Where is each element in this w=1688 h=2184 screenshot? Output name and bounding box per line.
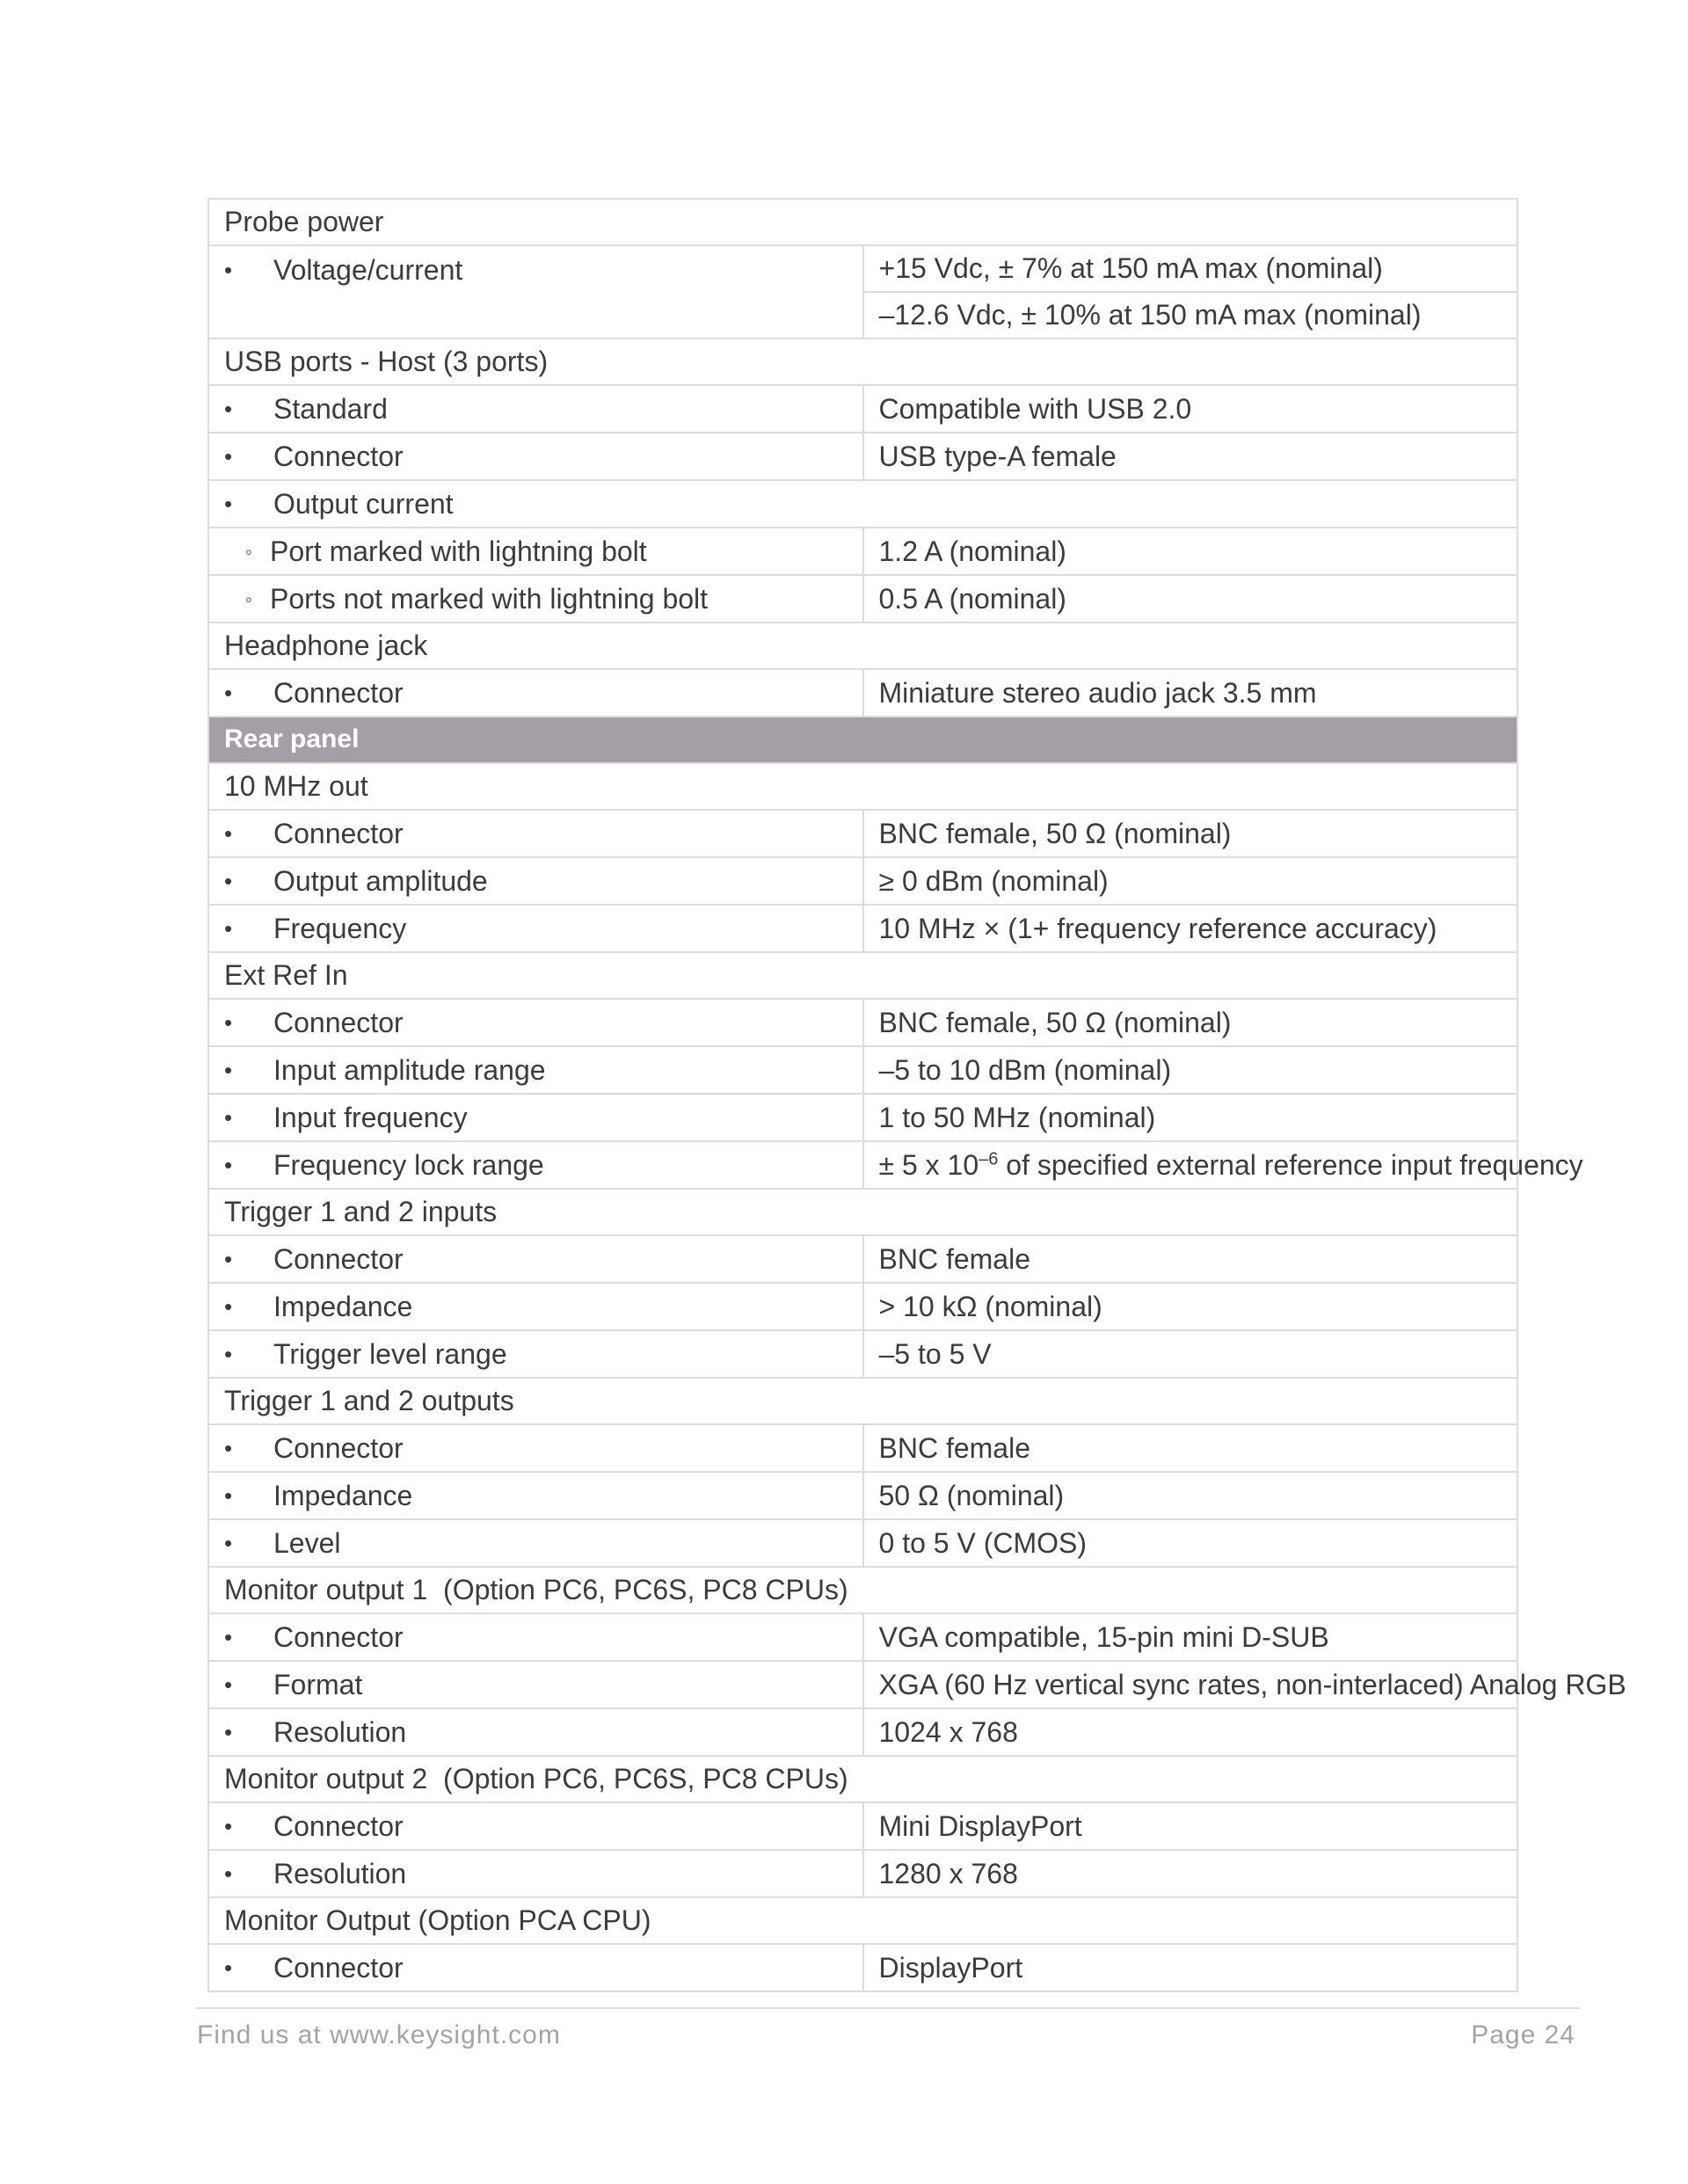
bullet-icon: •	[224, 257, 233, 283]
group-header-monitor-output-pca	[208, 1897, 1517, 1944]
spec-label: Ports not marked with lightning bolt	[270, 582, 709, 615]
spec-label: Impedance	[273, 1479, 413, 1511]
group-header-probe-power	[208, 199, 1517, 245]
group-header-headphone	[208, 622, 1517, 669]
bullet-icon: •	[224, 1954, 233, 1981]
spec-label: Resolution	[273, 1715, 407, 1748]
spec-row-trigger-in-level	[208, 1330, 1517, 1378]
bullet-icon: •	[224, 1860, 233, 1887]
lock-value-prefix: ± 5 x 10	[878, 1148, 979, 1181]
group-header-trigger-outputs	[208, 1378, 1517, 1424]
spec-label: Voltage/current	[273, 254, 463, 286]
lock-value-exponent: –6	[979, 1148, 999, 1168]
spec-value: USB type-A female	[863, 433, 1518, 480]
spec-value: VGA compatible, 15-pin mini D-SUB	[863, 1613, 1518, 1661]
spec-label: Resolution	[273, 1857, 407, 1889]
spec-value: +15 Vdc, ± 7% at 150 mA max (nominal)	[863, 245, 1518, 292]
group-title: Trigger 1 and 2 inputs	[208, 1189, 1517, 1235]
bullet-icon: •	[224, 1671, 233, 1698]
bullet-icon: •	[224, 490, 233, 517]
spec-label: Connector	[273, 1951, 404, 1984]
spec-row-10mhz-amplitude	[208, 857, 1517, 905]
section-header-rear-panel	[208, 717, 1517, 763]
spec-value: Miniature stereo audio jack 3.5 mm	[863, 669, 1518, 717]
spec-row-voltage-current	[208, 245, 1517, 292]
spec-row-monitor-pca-connector	[208, 1944, 1517, 1991]
spec-row-headphone-connector	[208, 669, 1517, 717]
spec-label: Standard	[273, 392, 388, 425]
spec-row-monitor1-format	[208, 1661, 1517, 1708]
spec-value: 1280 x 768	[863, 1850, 1518, 1897]
spec-value: 1024 x 768	[863, 1708, 1518, 1756]
group-title: Trigger 1 and 2 outputs	[208, 1378, 1517, 1424]
group-header-ext-ref-in	[208, 952, 1517, 999]
spec-label: Connector	[273, 1431, 404, 1464]
spec-label: Connector	[273, 1620, 404, 1653]
bullet-icon: •	[224, 1008, 233, 1036]
bullet-icon: •	[224, 914, 233, 942]
spec-row-10mhz-connector	[208, 810, 1517, 857]
spec-label: Input frequency	[273, 1101, 468, 1133]
spec-row-ext-ref-frequency	[208, 1094, 1517, 1141]
spec-value: > 10 kΩ (nominal)	[863, 1283, 1518, 1330]
spec-label: Connector	[273, 1006, 404, 1038]
lock-value-suffix: of specified external reference input frequency	[998, 1148, 1583, 1181]
footer-divider	[195, 2007, 1580, 2009]
bullet-icon: •	[224, 819, 233, 847]
bullet-icon: •	[224, 1812, 233, 1839]
spec-label: Connector	[273, 1809, 404, 1842]
spec-label: Connector	[273, 817, 404, 849]
spec-value: XGA (60 Hz vertical sync rates, non-interlaced) Analog RGB	[863, 1661, 1518, 1708]
bullet-icon: •	[224, 1529, 233, 1556]
group-title: Probe power	[208, 199, 1517, 245]
spec-row-monitor2-resolution	[208, 1850, 1517, 1897]
group-header-monitor-output-2	[208, 1756, 1517, 1802]
group-title: Monitor output 1 (Option PC6, PC6S, PC8 CPUs)	[208, 1567, 1517, 1613]
spec-row-usb-nobolt-port	[208, 575, 1517, 622]
spec-row-monitor2-connector	[208, 1802, 1517, 1850]
spec-value	[863, 1141, 1583, 1189]
section-title: Rear panel	[208, 717, 1517, 763]
spec-row-ext-ref-amplitude	[208, 1046, 1517, 1094]
group-header-10mhz-out	[208, 763, 1517, 810]
spec-row-monitor1-connector	[208, 1613, 1517, 1661]
group-title: USB ports - Host (3 ports)	[208, 339, 1517, 385]
spec-value: BNC female	[863, 1235, 1518, 1283]
spec-value: –12.6 Vdc, ± 10% at 150 mA max (nominal)	[863, 292, 1518, 339]
group-title: Headphone jack	[208, 622, 1517, 669]
spec-value: 0 to 5 V (CMOS)	[863, 1519, 1518, 1567]
spec-value: BNC female, 50 Ω (nominal)	[863, 810, 1518, 857]
group-title: Monitor Output (Option PCA CPU)	[208, 1897, 1517, 1944]
bullet-icon: •	[224, 442, 233, 470]
spec-value: BNC female, 50 Ω (nominal)	[863, 999, 1518, 1046]
footer-website-text: Find us at www.keysight.com	[197, 2020, 561, 2049]
group-header-usb-ports	[208, 339, 1517, 385]
spec-label: Format	[273, 1668, 363, 1700]
bullet-icon: •	[224, 1718, 233, 1745]
bullet-icon: •	[224, 1151, 233, 1178]
spec-label: Trigger level range	[273, 1337, 507, 1370]
bullet-icon: •	[224, 1340, 233, 1367]
spec-value: BNC female	[863, 1424, 1518, 1472]
spec-label: Connector	[273, 440, 404, 472]
spec-row-usb-bolt-port	[208, 528, 1517, 575]
spec-row-trigger-out-level	[208, 1519, 1517, 1567]
spec-value: 0.5 A (nominal)	[863, 575, 1518, 622]
spec-label: Frequency lock range	[273, 1148, 544, 1181]
spec-row-trigger-in-connector	[208, 1235, 1517, 1283]
spec-label: Output current	[273, 487, 454, 520]
spec-value: 1 to 50 MHz (nominal)	[863, 1094, 1518, 1141]
spec-row-usb-standard	[208, 385, 1517, 433]
spec-value: 50 Ω (nominal)	[863, 1472, 1518, 1519]
page-number: Page 24	[1471, 2020, 1575, 2049]
spec-row-usb-output-current	[208, 480, 1517, 528]
spec-label: Impedance	[273, 1290, 413, 1322]
group-header-monitor-output-1	[208, 1567, 1517, 1613]
spec-value: 10 MHz × (1+ frequency reference accuracy)	[863, 905, 1518, 952]
spec-row-usb-connector	[208, 433, 1517, 480]
spec-value: –5 to 5 V	[863, 1330, 1518, 1378]
spec-value: 1.2 A (nominal)	[863, 528, 1518, 575]
spec-table	[207, 198, 1626, 1992]
spec-label: Connector	[273, 676, 404, 709]
spec-row-monitor1-resolution	[208, 1708, 1517, 1756]
group-header-trigger-inputs	[208, 1189, 1517, 1235]
sub-bullet-icon: ◦	[245, 540, 252, 563]
spec-label: Frequency	[273, 912, 407, 944]
bullet-icon: •	[224, 1056, 233, 1083]
spec-row-10mhz-frequency	[208, 905, 1517, 952]
spec-value: –5 to 10 dBm (nominal)	[863, 1046, 1518, 1094]
spec-value: Compatible with USB 2.0	[863, 385, 1518, 433]
spec-row-trigger-in-impedance	[208, 1283, 1517, 1330]
bullet-icon: •	[224, 679, 233, 706]
sub-bullet-icon: ◦	[245, 587, 252, 610]
bullet-icon: •	[224, 395, 233, 422]
bullet-icon: •	[224, 1292, 233, 1320]
bullet-icon: •	[224, 1481, 233, 1509]
spec-value: ≥ 0 dBm (nominal)	[863, 857, 1518, 905]
spec-label: Output amplitude	[273, 864, 488, 897]
spec-label: Input amplitude range	[273, 1053, 546, 1086]
bullet-icon: •	[224, 1434, 233, 1461]
spec-value: DisplayPort	[863, 1944, 1518, 1991]
bullet-icon: •	[224, 1245, 233, 1272]
bullet-icon: •	[224, 1103, 233, 1131]
group-title: Ext Ref In	[208, 952, 1517, 999]
spec-row-ext-ref-lock-range	[208, 1141, 1517, 1189]
group-title: Monitor output 2 (Option PC6, PC6S, PC8 CPUs)	[208, 1756, 1517, 1802]
spec-label: Port marked with lightning bolt	[270, 535, 647, 567]
spec-label: Connector	[273, 1242, 404, 1275]
spec-row-ext-ref-connector	[208, 999, 1517, 1046]
spec-label: Level	[273, 1526, 341, 1559]
bullet-icon: •	[224, 1623, 233, 1650]
spec-row-trigger-out-impedance	[208, 1472, 1517, 1519]
spec-value: Mini DisplayPort	[863, 1802, 1518, 1850]
group-title: 10 MHz out	[208, 763, 1517, 810]
spec-row-trigger-out-connector	[208, 1424, 1517, 1472]
bullet-icon: •	[224, 867, 233, 894]
